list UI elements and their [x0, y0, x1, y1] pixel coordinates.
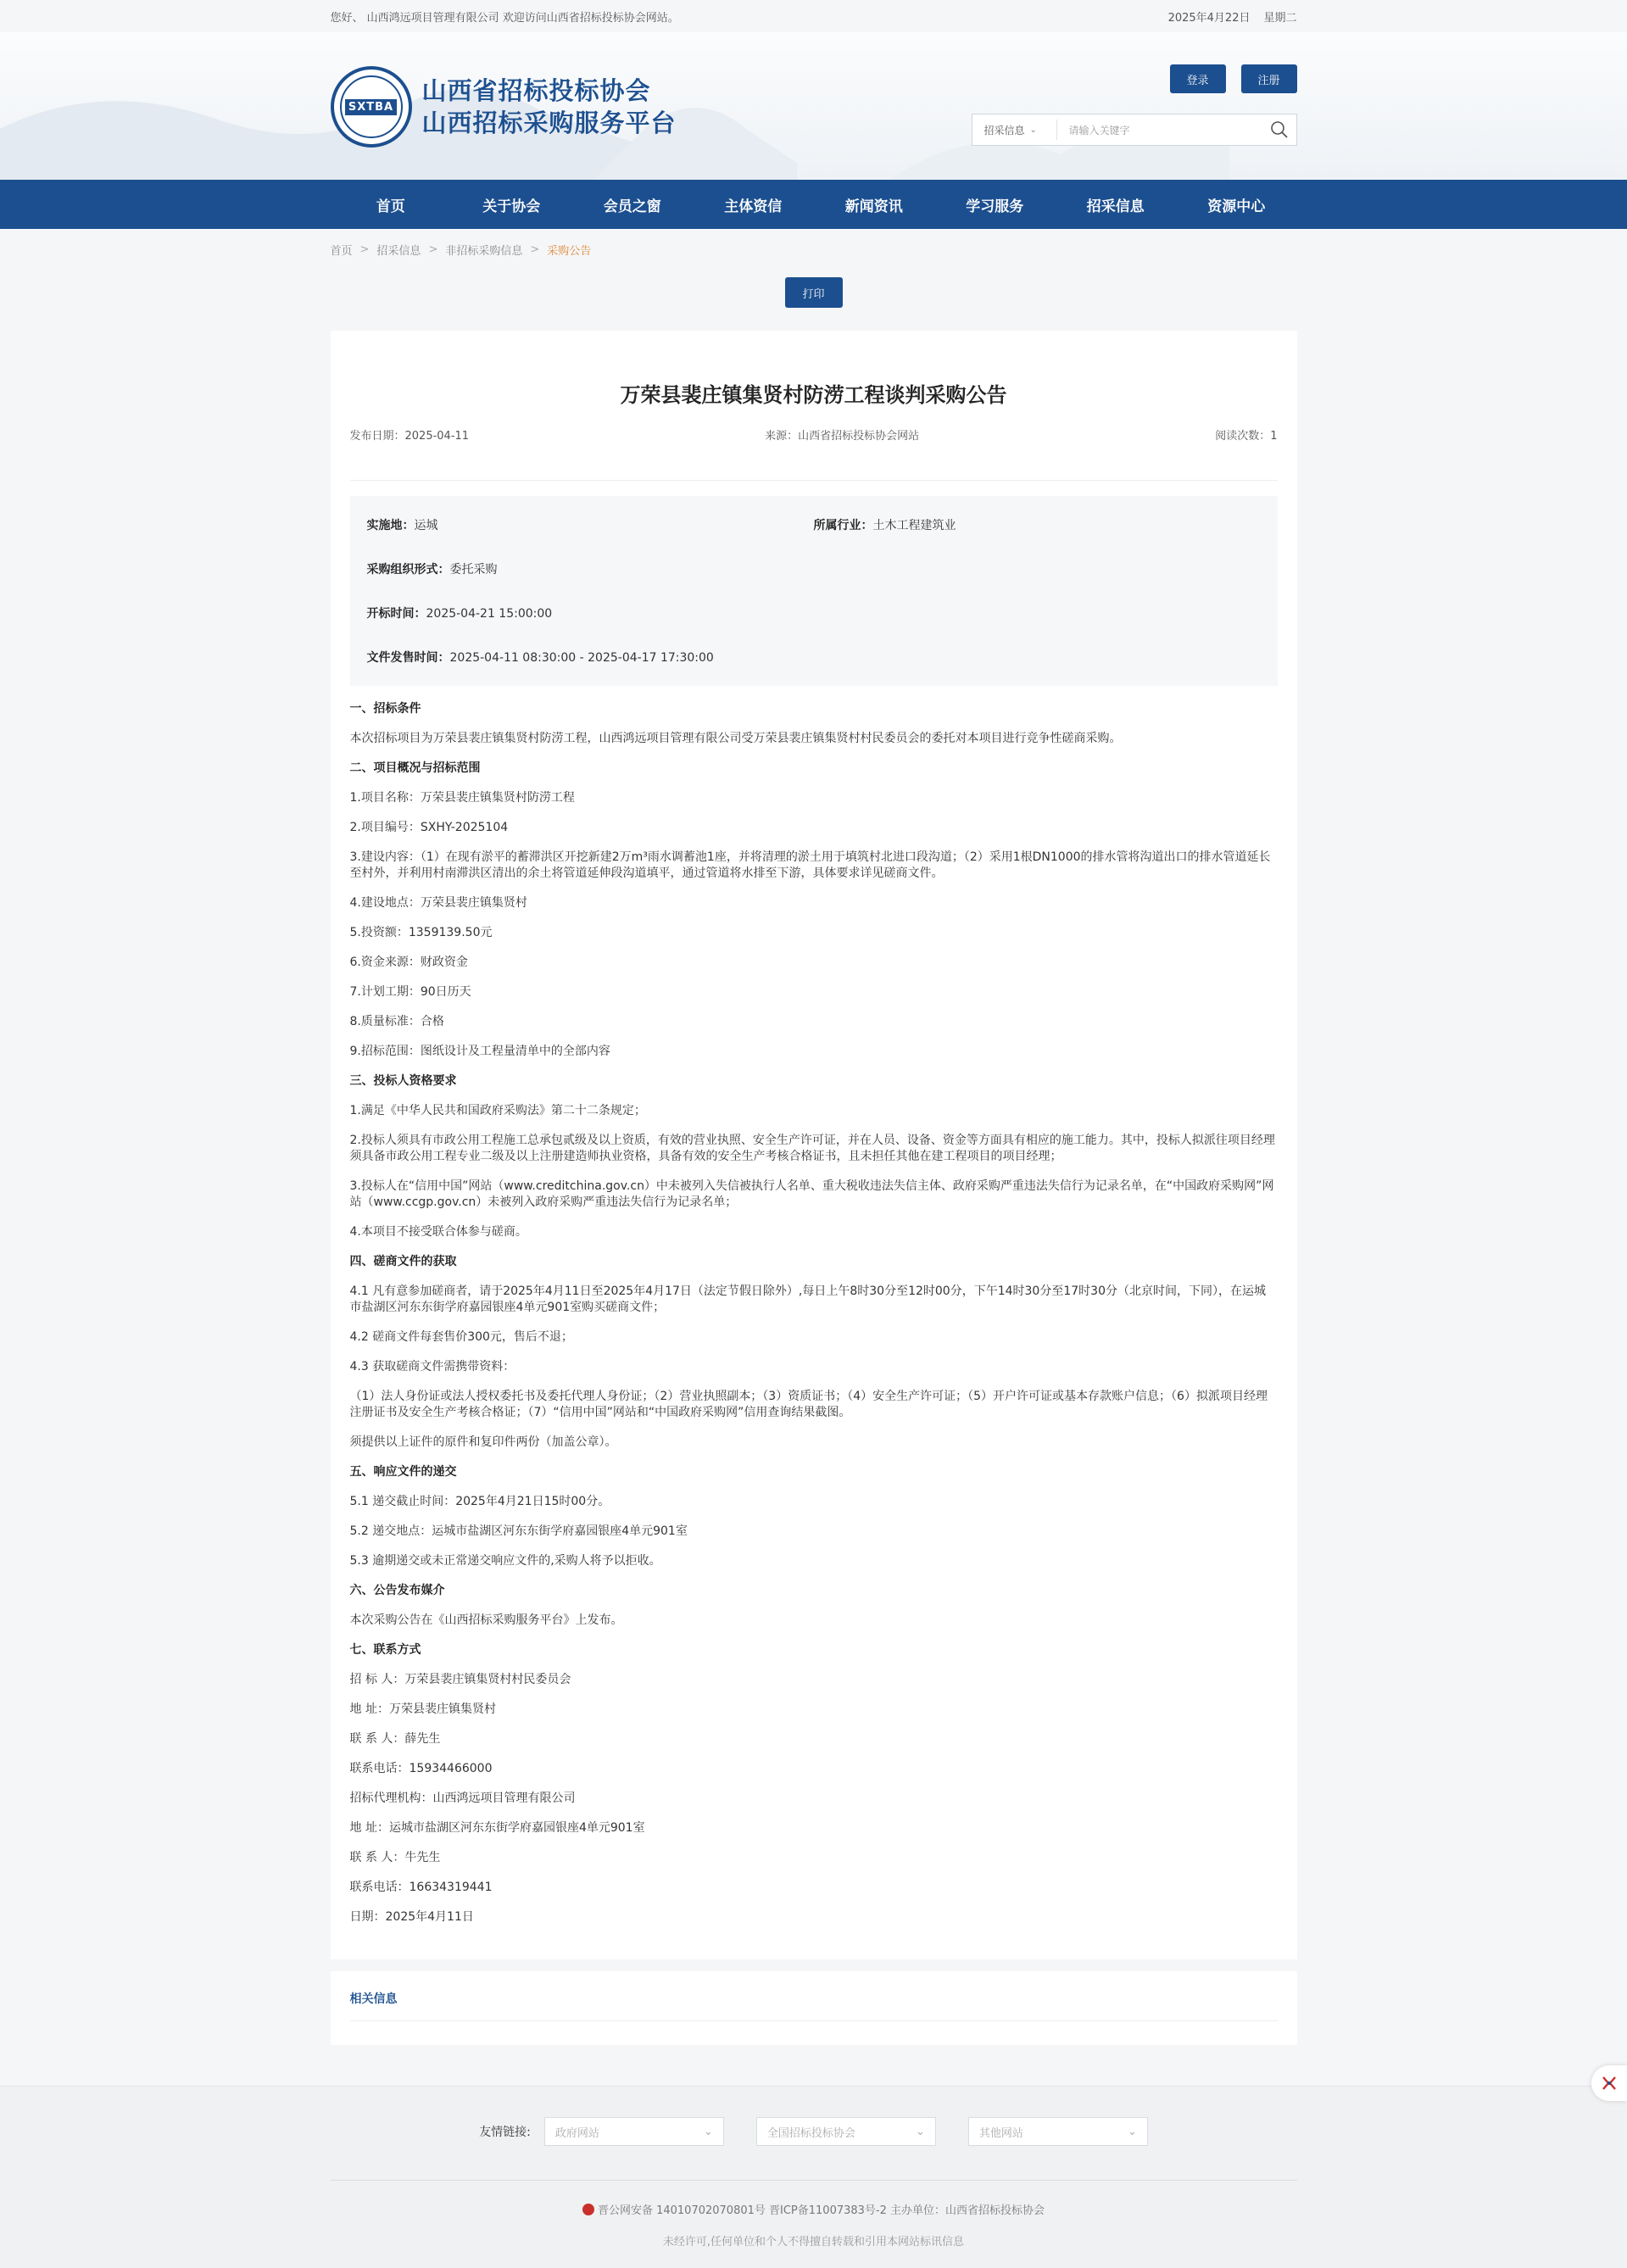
- content-paragraph: 本次招标项目为万荣县裴庄镇集贤村防涝工程，山西鸿远项目管理有限公司受万荣县裴庄镇集贤村村民委员会的委托对本项目进行竞争性磋商采购。: [349, 732, 1122, 745]
- article-title: 万荣县裴庄镇集贤村防涝工程谈判采购公告: [620, 383, 1007, 407]
- section-heading: 二、项目概况与招标范围: [349, 761, 481, 775]
- section-heading: 六、公告发布媒介: [349, 1584, 445, 1597]
- content-paragraph: 联 系 人：牛先生: [349, 1851, 441, 1864]
- chevron-right-icon: >: [530, 242, 540, 256]
- footer-notice: 未经许可,任何单位和个人不得擅自转载和引用本网站标讯信息: [662, 2236, 965, 2248]
- section-heading: 四、磋商文件的获取: [349, 1255, 457, 1268]
- nav-item-procurement[interactable]: 招采信息: [1086, 198, 1145, 215]
- logo-abbr: SXTBA: [345, 99, 397, 115]
- content-paragraph: 4.1 凡有意参加磋商者，请于2025年4月11日至2025年4月17日（法定节假日除外）,每日上午8时30分至12时00分，下午14时30分至17时30分（北京时间，下同），在运城市盐湖区河东东街学府嘉园银座4单元901室购买磋商文件；: [349, 1284, 1266, 1314]
- content-paragraph: 地 址：万荣县裴庄镇集贤村: [349, 1702, 496, 1716]
- info-industry: 所属行业：土木工程建筑业: [813, 519, 956, 532]
- content-paragraph: 8.质量标准：合格: [349, 1015, 444, 1028]
- footer-divider: [331, 2180, 1297, 2181]
- content-paragraph: 招 标 人：万荣县裴庄镇集贤村村民委员会: [349, 1673, 571, 1686]
- auth-buttons: [1170, 64, 1297, 93]
- breadcrumb-current: 采购公告: [547, 244, 592, 258]
- article-card: [331, 331, 1297, 1959]
- content-paragraph: 联系电话：16634319441: [349, 1881, 493, 1894]
- content-paragraph: 1.满足《中华人民共和国政府采购法》第二十二条规定；: [349, 1104, 646, 1117]
- breadcrumb: [331, 229, 1297, 270]
- content-paragraph: 日期：2025年4月11日: [349, 1910, 474, 1924]
- friend-link-select-government[interactable]: 政府网站 ⌄: [544, 2117, 724, 2146]
- content-paragraph: 3.投标人在“信用中国”网站（www.creditchina.gov.cn）中未被列入失信被执行人名单、重大税收违法失信主体、政府采购严重违法失信行为记录名单，在“中国政府采购网”网站（www.ccgp.gov.cn）未被列入政府采购严重违法失信行为记录名单；: [349, 1179, 1274, 1209]
- logo-title-line1: 山西省招标投标协会: [421, 76, 651, 105]
- info-org-form: 采购组织形式：委托采购: [366, 563, 498, 577]
- logo-emblem: [331, 66, 412, 148]
- breadcrumb-home[interactable]: 首页: [330, 244, 353, 258]
- related-info: [331, 1971, 1297, 2045]
- related-heading: 相关信息: [350, 1990, 1278, 2021]
- welcome-text: 您好、 山西鸿远项目管理有限公司 欢迎访问山西省招标投标协会网站。: [330, 11, 679, 25]
- content-paragraph: 5.3 逾期递交或未正常递交响应文件的,采购人将予以拒收。: [349, 1554, 661, 1568]
- project-info-box: [350, 496, 1278, 686]
- breadcrumb-procurement[interactable]: 招采信息: [376, 244, 421, 258]
- chevron-right-icon: >: [428, 242, 438, 256]
- logo-title-line2: 山西招标采购服务平台: [421, 109, 677, 137]
- content-paragraph: 4.建设地点：万荣县裴庄镇集贤村: [349, 896, 527, 910]
- content-paragraph: 联系电话：15934466000: [349, 1762, 493, 1775]
- content-paragraph: 本次采购公告在《山西招标采购服务平台》上发布。: [349, 1613, 623, 1627]
- nav-item-resources[interactable]: 资源中心: [1207, 198, 1266, 215]
- section-heading: 三、投标人资格要求: [349, 1074, 457, 1088]
- content-paragraph: 地 址：运城市盐湖区河东东街学府嘉园银座4单元901室: [349, 1821, 645, 1835]
- chevron-down-icon: ⌄: [1127, 2125, 1137, 2138]
- content-paragraph: 须提供以上证件的原件和复印件两份（加盖公章）。: [349, 1435, 617, 1449]
- content-paragraph: （1）法人身份证或法人授权委托书及委托代理人身份证；（2）营业执照副本；（3）资质证书；（4）安全生产许可证；（5）开户许可证或基本存款账户信息；（6）拟派项目经理注册证书及安全生产考核合格证；（7）“信用中国”网站和“中国政府采购网”信用查询结果截图。: [349, 1390, 1268, 1419]
- section-heading: 五、响应文件的递交: [349, 1465, 457, 1479]
- info-location: 实施地：运城: [366, 519, 438, 532]
- content-paragraph: 联 系 人：薛先生: [349, 1732, 441, 1746]
- search-icon[interactable]: [1262, 114, 1296, 145]
- article-source: 来源：山西省招标投标协会网站: [765, 430, 920, 443]
- chevron-down-icon: ⌄: [1029, 125, 1037, 135]
- top-bar: [0, 0, 1627, 32]
- content-paragraph: 4.本项目不接受联合体参与磋商。: [349, 1225, 527, 1239]
- site-footer: [0, 2086, 1627, 2268]
- section-heading: 一、招标条件: [349, 702, 421, 716]
- content-paragraph: 4.3 获取磋商文件需携带资料：: [349, 1360, 515, 1374]
- friend-link-select-national[interactable]: 全国招标投标协会 ⌄: [756, 2117, 936, 2146]
- chevron-down-icon: ⌄: [703, 2125, 713, 2138]
- info-open-time: 开标时间：2025-04-21 15:00:00: [366, 607, 553, 621]
- police-badge-icon: [582, 2204, 594, 2215]
- content-paragraph: 3.建设内容：（1）在现有淤平的蓄滞洪区开挖新建2万m³雨水调蓄池1座，并将清理的淤土用于填筑村北进口段沟道；（2）采用1根DN1000的排水管将沟道出口的排水管道延长至村外，并利用村南滞洪区清出的余土将管道延伸段沟道填平，通过管道将水排至下游，具体要求详见磋商文件。: [349, 850, 1271, 880]
- nav-item-learning[interactable]: 学习服务: [966, 198, 1024, 215]
- section-heading: 七、联系方式: [349, 1643, 421, 1657]
- content-paragraph: 2.项目编号：SXHY-2025104: [349, 821, 509, 834]
- nav-item-news[interactable]: 新闻资讯: [844, 198, 903, 215]
- article-content: [350, 701, 1278, 1925]
- nav-item-about[interactable]: 关于协会: [482, 198, 541, 215]
- friend-links: [0, 2117, 1627, 2146]
- search-category-select[interactable]: 招采信息 ⌄: [972, 120, 1057, 140]
- content-paragraph: 5.投资额：1359139.50元: [349, 926, 493, 939]
- breadcrumb-non-tender[interactable]: 非招标采购信息: [445, 244, 523, 258]
- login-button[interactable]: 登录: [1170, 64, 1226, 93]
- content-paragraph: 6.资金来源：财政资金: [349, 956, 468, 969]
- content-paragraph: 1.项目名称：万荣县裴庄镇集贤村防涝工程: [349, 791, 575, 805]
- current-date: 2025年4月22日 星期二: [1167, 11, 1297, 25]
- read-count: 阅读次数：1: [1215, 430, 1278, 443]
- main-nav: [0, 180, 1627, 229]
- nav-item-credit[interactable]: 主体资信: [724, 198, 783, 215]
- content-paragraph: 9.招标范围：图纸设计及工程量清单中的全部内容: [349, 1045, 610, 1058]
- nav-item-members[interactable]: 会员之窗: [603, 198, 661, 215]
- info-sale-time: 文件发售时间：2025-04-11 08:30:00 - 2025-04-17 17:30:00: [366, 651, 714, 665]
- content-paragraph: 4.2 磋商文件每套售价300元，售后不退；: [349, 1330, 573, 1344]
- chevron-down-icon: ⌄: [915, 2125, 925, 2138]
- footer-record: 晋公网安备 14010702070801号 晋ICP备11007383号-2 主办单位：山西省招标投标协会: [0, 2201, 1627, 2217]
- publish-date: 发布日期：2025-04-11: [349, 430, 470, 443]
- content-paragraph: 7.计划工期：90日历天: [349, 985, 471, 999]
- assistant-float-icon[interactable]: [1591, 2065, 1627, 2101]
- register-button[interactable]: 注册: [1241, 64, 1297, 93]
- site-header: [0, 32, 1627, 180]
- content-paragraph: 5.1 递交截止时间：2025年4月21日15时00分。: [349, 1495, 610, 1508]
- friend-links-label: 友情链接:: [479, 2126, 531, 2139]
- print-button[interactable]: 打印: [785, 277, 843, 308]
- chevron-right-icon: >: [359, 242, 370, 256]
- search-bar: [972, 114, 1297, 146]
- article-meta: [350, 426, 1278, 481]
- friend-link-select-other[interactable]: 其他网站 ⌄: [968, 2117, 1148, 2146]
- search-input[interactable]: 请输入关键字: [1068, 124, 1130, 137]
- nav-item-home[interactable]: 首页: [376, 198, 405, 215]
- content-paragraph: 2.投标人须具有市政公用工程施工总承包贰级及以上资质，有效的营业执照、安全生产许可证，并在人员、设备、资金等方面具有相应的施工能力。其中，投标人拟派往项目经理须具备市政公用工程专业二级及以上注册建造师执业资格，具备有效的安全生产考核合格证书，且未担任其他在建工程项目的项目经理；: [349, 1134, 1275, 1163]
- site-logo[interactable]: [331, 66, 677, 148]
- content-paragraph: 招标代理机构：山西鸿远项目管理有限公司: [349, 1792, 576, 1805]
- content-paragraph: 5.2 递交地点：运城市盐湖区河东东街学府嘉园银座4单元901室: [349, 1524, 688, 1538]
